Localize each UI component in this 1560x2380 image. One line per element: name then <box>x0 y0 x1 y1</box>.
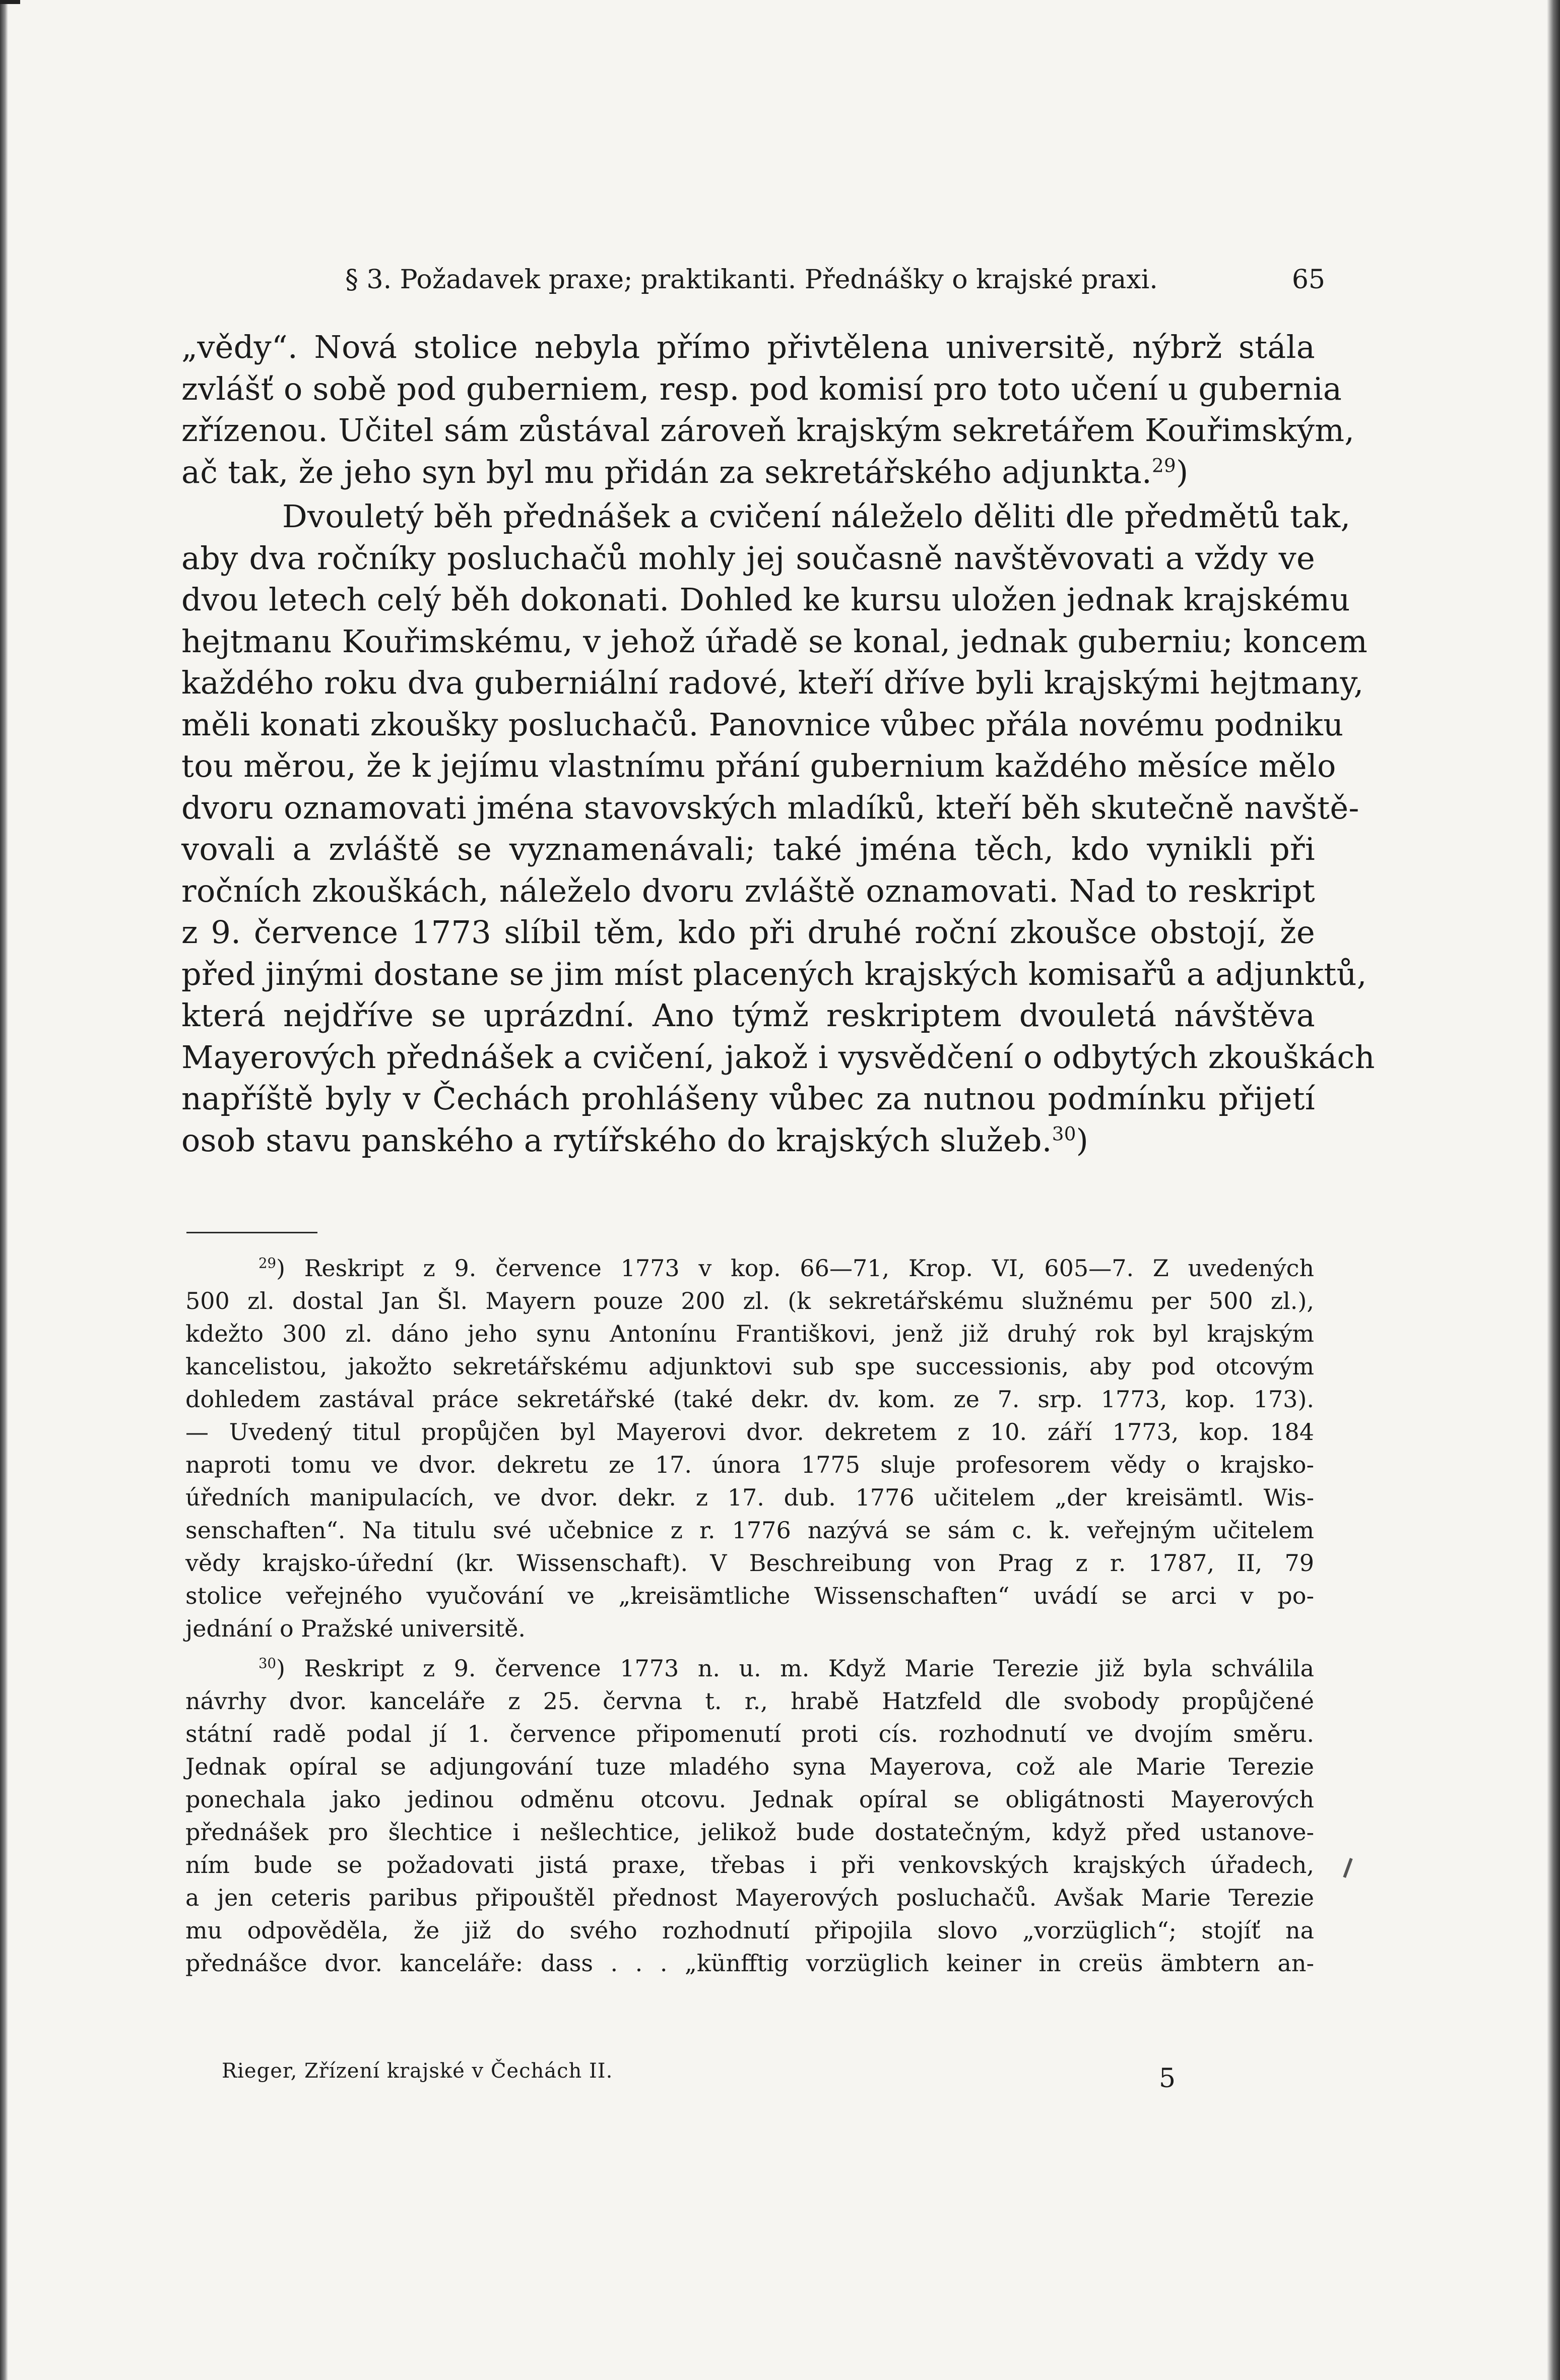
text-line: z 9. července 1773 slíbil těm, kdo při druhé roční zkoušce obstojí, že <box>181 914 1315 951</box>
footnote-line-content: ) Reskript z 9. července 1773 n. u. m. Když Marie Terezie již byla schválila <box>276 1655 1314 1682</box>
footnote-line: úředních manipulacích, ve dvor. dekr. z 17. dub. 1776 učitelem „der kreisämtl. Wis- <box>185 1484 1314 1511</box>
margin-pencil-mark <box>1343 1858 1352 1878</box>
footnote-line: — Uvedený titul propůjčen byl Mayerovi dvor. dekretem z 10. září 1773, kop. 184 <box>185 1418 1314 1446</box>
footnote-line: vědy krajsko-úřední (kr. Wissenschaft). V Beschreibung von Prag z r. 1787, II, 79 <box>185 1549 1314 1577</box>
footnote-ref-30: 30 <box>1052 1122 1076 1145</box>
footnote-29 <box>185 1252 1314 1645</box>
text-line: napříště byly v Čechách prohlášeny vůbec za nutnou podmínku přijetí <box>181 1080 1315 1117</box>
scan-left-edge <box>0 0 8 2380</box>
footnote-line: jednání o Pražské universitě. <box>185 1615 526 1642</box>
scan-corner-mark <box>0 0 20 4</box>
text-line: před jinými dostane se jim míst placených krajských komisařů a adjunktů, <box>181 955 1367 992</box>
page-footer <box>222 2054 1229 2095</box>
scan-right-edge <box>1547 0 1560 2380</box>
footnote-mark: 30 <box>258 1655 277 1672</box>
text-line: která nejdříve se uprázdní. Ano týmž reskriptem dvouletá návštěva <box>181 997 1315 1034</box>
main-text <box>181 327 1375 1161</box>
paragraph-2 <box>181 496 1375 1161</box>
text-line-content: osob stavu panského a rytířského do krajských služeb. <box>181 1121 1052 1159</box>
footnote-line: naproti tomu ve dvor. dekretu ze 17. února 1775 sluje profesorem vědy o krajsko- <box>185 1451 1314 1478</box>
signature-number: 5 <box>1159 2063 1176 2094</box>
page-number: 65 <box>1291 265 1325 295</box>
footnote-line-content: ) Reskript z 9. července 1773 v kop. 66—71, Krop. VI, 605—7. Z uvedených <box>276 1255 1314 1282</box>
text-line <box>181 1120 1315 1162</box>
footnote-line: ponechala jako jedinou odměnu otcovu. Jednak opíral se obligátnosti Mayerových <box>185 1786 1314 1813</box>
footnote-line <box>185 1652 1314 1685</box>
footnotes <box>185 1252 1314 1980</box>
text-line: Dvouletý běh přednášek a cvičení náleželo děliti dle předmětů tak, <box>282 498 1351 535</box>
footnote-ref-paren: ) <box>1076 1121 1089 1159</box>
footnote-line: senschaften“. Na titulu své učebnice z r. 1776 nazývá se sám c. k. veřejným učitelem <box>185 1517 1314 1544</box>
footnote-line: státní radě podal jí 1. července připomenutí proti cís. rozhodnutí ve dvojím směru. <box>185 1720 1314 1747</box>
footnote-line: stolice veřejného vyučování ve „kreisämtliche Wissenschaften“ uvádí se arci v po- <box>185 1582 1314 1609</box>
footnote-line: přednášek pro šlechtice i nešlechtice, jelikož bude dostatečným, když před ustanove- <box>185 1819 1314 1846</box>
footnote-ref-29: 29 <box>1152 454 1176 476</box>
running-title: § 3. Požadavek praxe; praktikanti. Přednášky o krajské praxi. <box>345 265 1158 295</box>
text-line-content: ač tak, že jeho syn byl mu přidán za sekretářského adjunkta. <box>181 453 1152 490</box>
footnote-line: ním bude se požadovati jistá praxe, třebas i při venkovských krajských úřadech, <box>185 1851 1314 1878</box>
text-line: „vědy“. Nová stolice nebyla přímo přivtělena universitě, nýbrž stála <box>181 329 1315 365</box>
footnote-separator <box>186 1232 317 1233</box>
text-line: měli konati zkoušky posluchačů. Panovnice vůbec přála novému podniku <box>181 706 1344 743</box>
text-line: hejtmanu Kouřimskému, v jehož úřadě se konal, jednak guberniu; koncem <box>181 622 1368 660</box>
text-line: tou měrou, že k jejímu vlastnímu přání gubernium každého měsíce mělo <box>181 747 1336 784</box>
footnote-line: Jednak opíral se adjungování tuze mladého syna Mayerova, což ale Marie Terezie <box>185 1753 1314 1780</box>
text-line: zvlášť o sobě pod guberniem, resp. pod komisí pro toto učení u gubernia <box>181 370 1342 407</box>
text-line: zřízenou. Učitel sám zůstával zároveň krajským sekretářem Kouřimským, <box>181 412 1355 449</box>
footnote-line: přednášce dvor. kanceláře: dass . . . „künfftig vorzüglich keiner in creüs ämbtern an- <box>185 1950 1314 1977</box>
footnote-line: návrhy dvor. kanceláře z 25. června t. r., hrabě Hatzfeld dle svobody propůjčené <box>185 1687 1314 1715</box>
signature-line: Rieger, Zřízení krajské v Čechách II. <box>222 2059 613 2083</box>
footnote-line <box>185 1252 1314 1285</box>
footnote-line: 500 zl. dostal Jan Šl. Mayern pouze 200 zl. (k sekretářskému služnému per 500 zl.), <box>185 1287 1314 1314</box>
text-line: dvou letech celý běh dokonati. Dohled ke kursu uložen jednak krajskému <box>181 581 1350 618</box>
footnote-line: mu odpověděla, že již do svého rozhodnutí připojila slovo „vorzüglich“; stojíť na <box>185 1917 1314 1944</box>
text-line <box>181 452 1315 493</box>
paragraph-1 <box>181 327 1355 493</box>
text-line: dvoru oznamovati jména stavovských mladíků, kteří běh skutečně navště- <box>181 789 1359 826</box>
footnote-30 <box>185 1652 1314 1980</box>
text-line: každého roku dva guberniální radové, kteří dříve byli krajskými hejtmany, <box>181 664 1364 701</box>
footnote-mark: 29 <box>258 1255 277 1272</box>
text-line: Mayerových přednášek a cvičení, jakož i vysvědčení o odbytých zkouškách <box>181 1038 1375 1076</box>
text-line: aby dva ročníky posluchačů mohly jej současně navštěvovati a vždy ve <box>181 539 1315 577</box>
text-line: vovali a zvláště se vyznamenávali; také jména těch, kdo vynikli při <box>181 831 1315 867</box>
footnote-ref-paren: ) <box>1176 453 1189 490</box>
footnote-line: kdežto 300 zl. dáno jeho synu Antonínu Františkovi, jenž již druhý rok byl krajským <box>185 1320 1314 1347</box>
text-line: ročních zkouškách, náleželo dvoru zvláště oznamovati. Nad to reskript <box>181 872 1315 909</box>
footnote-line: kancelistou, jakožto sekretářskému adjunktovi sub spe successionis, aby pod otcovým <box>185 1353 1314 1380</box>
footnote-line: a jen ceteris paribus připouštěl přednost Mayerových posluchačů. Avšak Marie Terezie <box>185 1884 1314 1911</box>
footnote-line: dohledem zastával práce sekretářské (také dekr. dv. kom. ze 7. srp. 1773, kop. 173). <box>185 1386 1314 1413</box>
